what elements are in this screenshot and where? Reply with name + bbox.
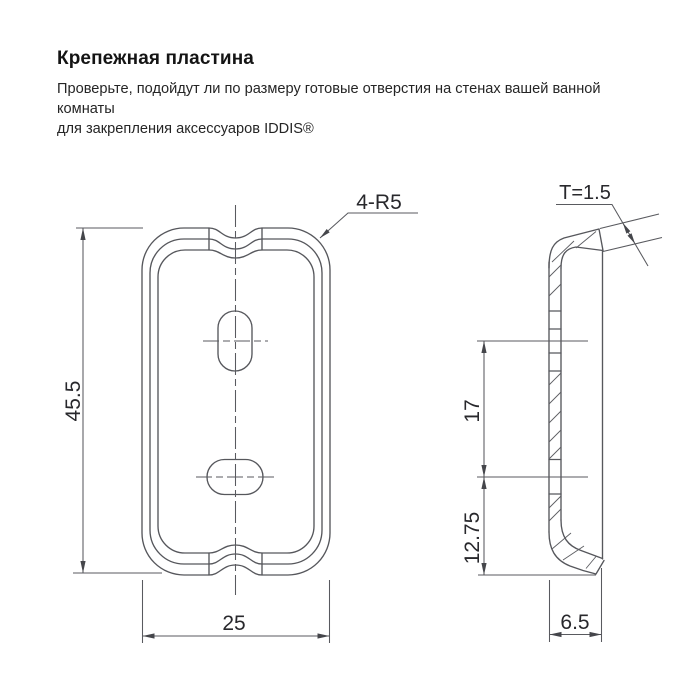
arrowhead <box>80 561 85 573</box>
profile-face-edges <box>549 262 561 532</box>
height-dim-label: 45.5 <box>62 380 85 422</box>
arrowhead <box>481 465 486 477</box>
arrowhead <box>481 477 486 489</box>
slot-spacing-label: 17 <box>461 399 484 423</box>
front-view <box>62 191 418 643</box>
page-title: Крепежная пластина <box>57 48 254 69</box>
profile-bottom-bend <box>549 520 604 574</box>
section-hatching <box>549 232 596 569</box>
subtitle-line-2: для закрепления аксессуаров IDDIS® <box>57 121 314 137</box>
arrowhead <box>143 633 155 638</box>
height-dimension <box>62 228 162 573</box>
corner-radius-label: 4-R5 <box>356 191 402 214</box>
subtitle-line-1: Проверьте, подойдут ли по размеру готовые отверстия на стенах вашей ванной комнаты <box>57 81 601 117</box>
side-extension-lines <box>477 341 596 575</box>
arrowhead <box>628 233 636 244</box>
side-view <box>461 182 662 642</box>
depth-dimension <box>550 568 602 642</box>
arrowhead <box>590 632 602 637</box>
thickness-label: T=1.5 <box>559 182 611 204</box>
arrowhead <box>481 341 486 353</box>
corner-radius-callout <box>320 191 418 238</box>
lower-slot-offset-dimension <box>461 477 487 575</box>
arrowhead <box>80 228 85 240</box>
thickness-callout <box>556 182 662 266</box>
lower-slot-offset-label: 12.75 <box>461 511 484 565</box>
slot-spacing-dimension <box>461 341 487 477</box>
profile-top-bend <box>549 229 603 268</box>
depth-dim-label: 6.5 <box>560 611 590 634</box>
arrowhead <box>623 223 631 234</box>
arrowhead <box>318 633 330 638</box>
width-dim-label: 25 <box>222 612 246 635</box>
